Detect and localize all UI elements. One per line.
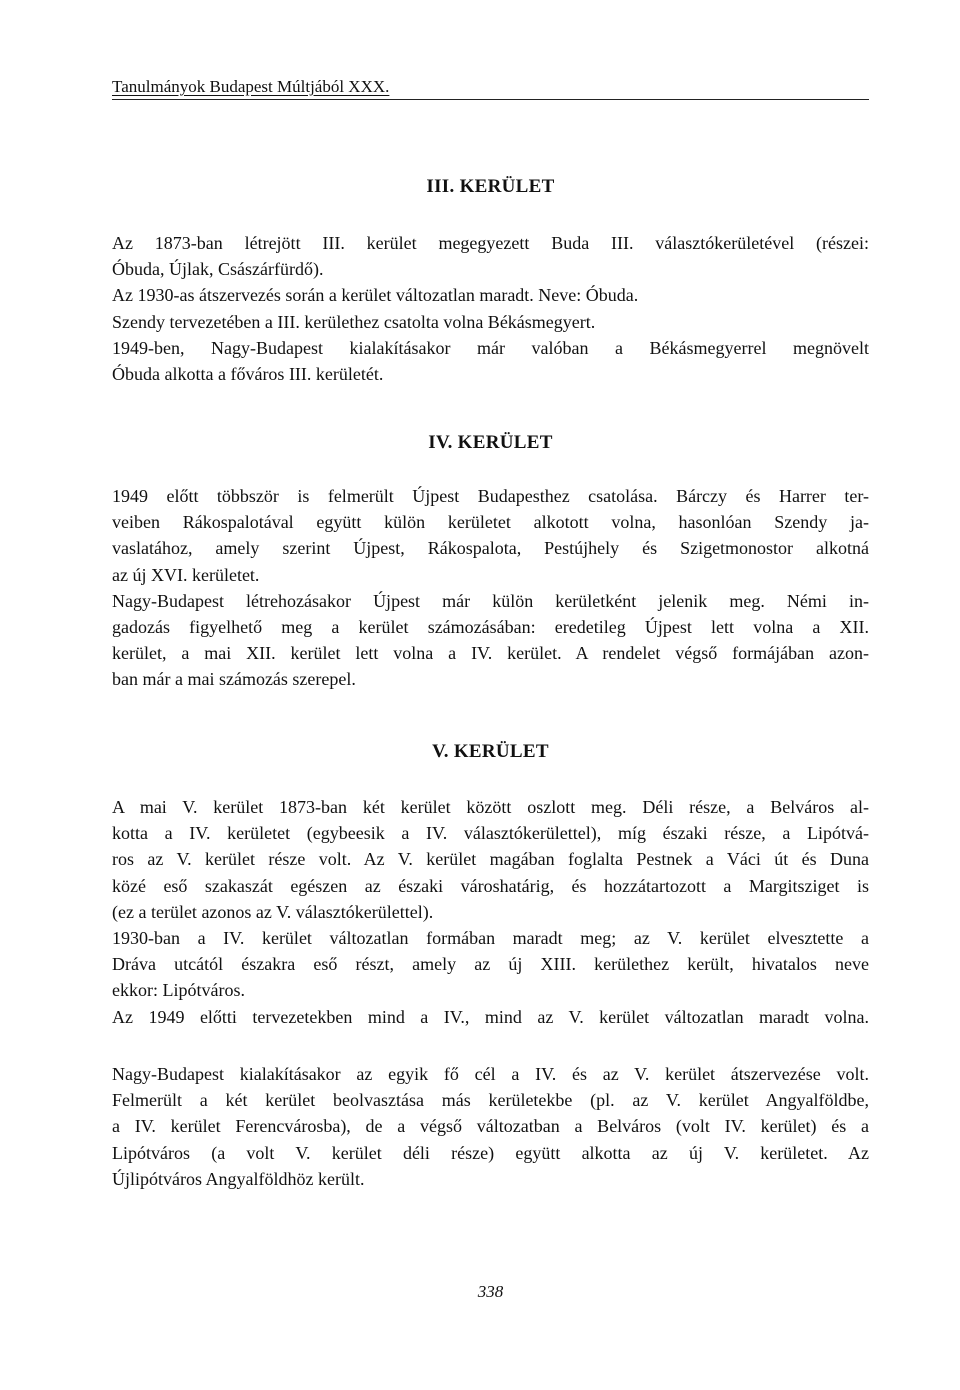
- text-line: kotta a IV. kerületet (egybeesik a IV. választókerülettel), míg északi része, a Lipótvá-: [112, 823, 869, 844]
- text-line: vaslatához, amely szerint Újpest, Rákospalota, Pestújhely és Szigetmonostor alkotná: [112, 538, 869, 559]
- running-header: [112, 76, 869, 100]
- text-line: Az 1873-ban létrejött III. kerület megegyezett Buda III. választókerületével (részei:: [112, 233, 869, 253]
- text-line: Felmerült a két kerület beolvasztása más kerületekbe (pl. az V. kerület Angyalföldbe,: [112, 1090, 869, 1111]
- text-line: közé eső szakaszát egészen az északi városhatárig, és hozzátartozott a Margitsziget is: [112, 875, 869, 896]
- page-number: 338: [477, 1282, 504, 1301]
- text-line: ros az V. kerület része volt. Az V. kerület magában foglalta Pestnek a Váci út és Duna: [112, 849, 869, 870]
- text-line: gadozás figyelhető meg a kerület számozásában: eredetileg Újpest lett volna a XII.: [112, 616, 869, 637]
- text-line: 1949 előtt többször is felmerült Újpest Budapesthez csatolása. Bárczy és Harrer ter-: [112, 486, 869, 506]
- section-title-iii: III. KERÜLET: [426, 176, 555, 197]
- text-line: Nagy-Budapest létrehozásakor Újpest már külön kerületként jelenik meg. Némi in-: [112, 590, 869, 611]
- text-line: kerület, a mai XII. kerület lett volna a IV. kerület. A rendelet végső formájában azon-: [112, 643, 869, 664]
- text-line: 1949-ben, Nagy-Budapest kialakításakor már valóban a Békásmegyerrel megnövelt: [112, 337, 869, 358]
- running-header-title: Tanulmányok Budapest Múltjából XXX.: [112, 77, 390, 96]
- text-line: A mai V. kerület 1873-ban két kerület között oszlott meg. Déli része, a Belváros al-: [112, 797, 869, 817]
- text-line: ban már a mai számozás szerepel.: [112, 669, 356, 690]
- text-line: a IV. kerület Ferencvárosba), de a végső változatban a Belváros (volt IV. kerület) és a: [112, 1116, 869, 1137]
- text-line: ekkor: Lipótváros.: [112, 980, 245, 1001]
- text-line: Nagy-Budapest kialakításakor az egyik fő cél a IV. és az V. kerület átszervezése volt.: [112, 1064, 869, 1084]
- section-iii-body: [112, 230, 869, 387]
- text-line: Dráva utcától északra eső részt, amely az új XIII. kerülethez került, hivatalos neve: [112, 954, 869, 975]
- text-line: Lipótváros (a volt V. kerület déli része) együtt alkotta az új V. kerületet. Az: [112, 1142, 869, 1163]
- text-line: (ez a terület azonos az V. választókerülettel).: [112, 901, 434, 922]
- text-line: Szendy tervezetében a III. kerülethez csatolta volna Békásmegyert.: [112, 311, 596, 332]
- text-line: Újlipótváros Angyalföldhöz került.: [112, 1168, 365, 1189]
- text-line: veiben Rákospalotával együtt külön kerületet alkotott volna, hasonlóan Szendy ja-: [112, 512, 869, 533]
- text-line: Óbuda, Újlak, Császárfürdő).: [112, 259, 324, 280]
- text-line: Az 1930-as átszervezés során a kerület változatlan maradt. Neve: Óbuda.: [112, 285, 639, 306]
- text-line: 1930-ban a IV. kerület változatlan formában maradt meg; az V. kerület elvesztette a: [112, 927, 869, 948]
- text-line: az új XVI. kerületet.: [112, 564, 260, 585]
- section-title-iv: IV. KERÜLET: [428, 432, 553, 453]
- text-line: Óbuda alkotta a főváros III. kerületét.: [112, 363, 384, 384]
- section-v-body-continued: [112, 1061, 869, 1192]
- section-title-v: V. KERÜLET: [432, 741, 549, 762]
- text-line: Az 1949 előtti tervezetekben mind a IV., mind az V. kerület változatlan maradt volna.: [112, 1006, 869, 1027]
- section-v-body: [112, 794, 869, 1030]
- section-iv-body: [112, 483, 869, 693]
